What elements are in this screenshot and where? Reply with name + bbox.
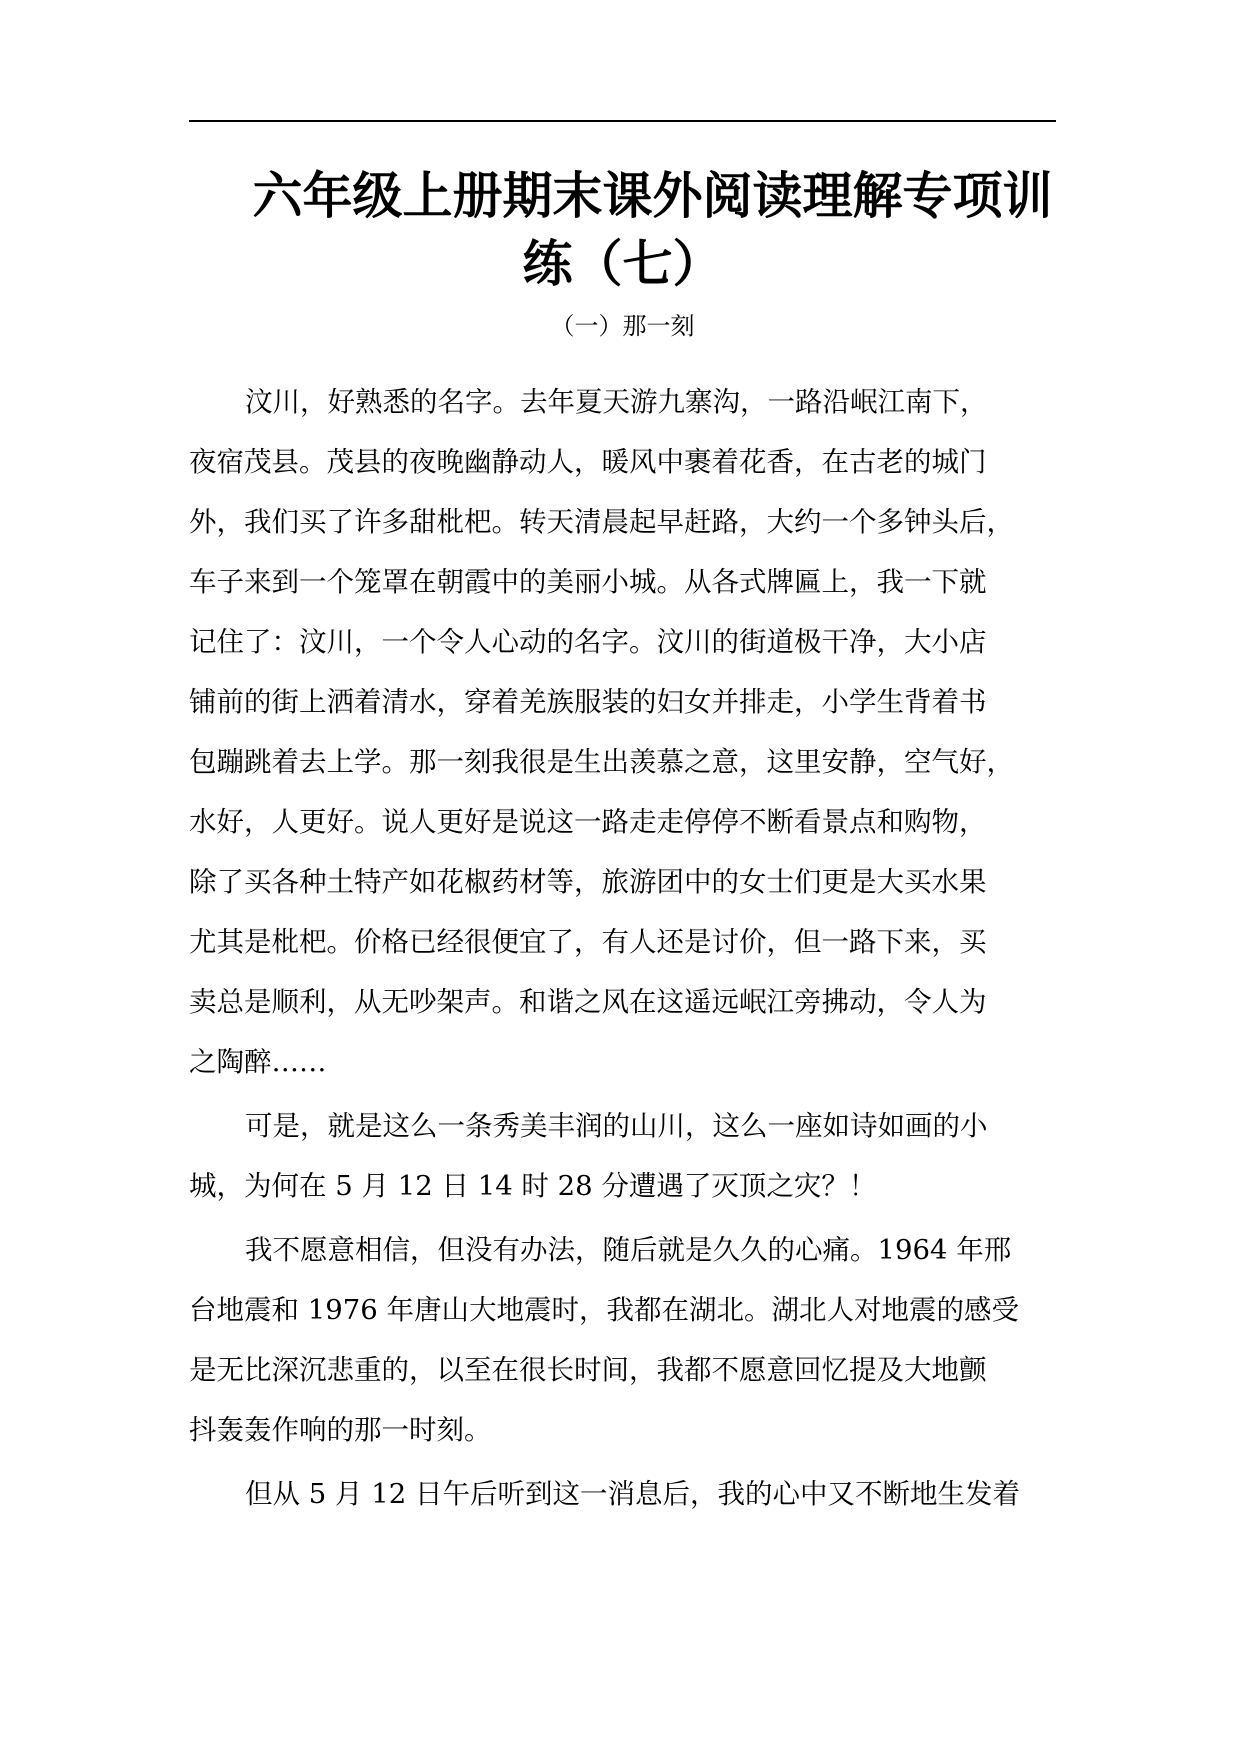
paragraph-line: 除了买各种土特产如花椒药材等，旅游团中的女士们更是大买水果 (189, 866, 987, 898)
article-body (189, 372, 1059, 1528)
paragraph-line: 铺前的街上洒着清水，穿着羌族服装的妇女并排走，小学生背着书 (189, 686, 987, 718)
paragraph-line: 可是，就是这么一条秀美丰润的山川，这么一座如诗如画的小 (245, 1110, 988, 1142)
header-rule (189, 120, 1056, 122)
paragraph-line: 但从 5 月 12 日午后听到这一消息后，我的心中又不断地生发着 (245, 1478, 1020, 1510)
paragraph-line: 车子来到一个笼罩在朝霞中的美丽小城。从各式牌匾上，我一下就 (189, 566, 987, 598)
section-subtitle: （一）那一刻 (550, 312, 695, 340)
paragraph-line: 我不愿意相信，但没有办法，随后就是久久的心痛。1964 年邢 (245, 1234, 1012, 1266)
paragraph (189, 1096, 1059, 1216)
paragraph-line: 抖轰轰作响的那一时刻。 (189, 1414, 492, 1446)
paragraph-line: 之陶醉…… (189, 1046, 327, 1078)
page-title (189, 162, 1056, 298)
paragraph-line: 卖总是顺利，从无吵架声。和谐之风在这遥远岷江旁拂动，令人为 (189, 986, 987, 1018)
paragraph-line: 外，我们买了许多甜枇杷。转天清晨起早赶路，大约一个多钟头后， (189, 506, 1014, 538)
paragraph-line: 是无比深沉悲重的，以至在很长时间，我都不愿意回忆提及大地颤 (189, 1354, 987, 1386)
paragraph-line: 城，为何在 5 月 12 日 14 时 28 分遭遇了灭顶之灾？！ (189, 1170, 877, 1202)
title-line-2: 练（七） (522, 235, 723, 293)
title-line-1: 六年级上册期末课外阅读理解专项训 (252, 167, 1053, 225)
paragraph-line: 夜宿茂县。茂县的夜晚幽静动人，暖风中裹着花香，在古老的城门 (189, 446, 987, 478)
paragraph-line: 记住了：汶川，一个令人心动的名字。汶川的街道极干净，大小店 (189, 626, 987, 658)
paragraph (189, 1464, 1059, 1524)
paragraph-line: 汶川，好熟悉的名字。去年夏天游九寨沟，一路沿岷江南下， (245, 386, 988, 418)
paragraph (189, 372, 1059, 1092)
paragraph (189, 1220, 1059, 1460)
paragraph-line: 水好，人更好。说人更好是说这一路走走停停不断看景点和购物， (189, 806, 987, 838)
paragraph-line: 台地震和 1976 年唐山大地震时，我都在湖北。湖北人对地震的感受 (189, 1294, 1019, 1326)
paragraph-line: 尤其是枇杷。价格已经很便宜了，有人还是讨价，但一路下来，买 (189, 926, 987, 958)
paragraph-line: 包蹦跳着去上学。那一刻我很是生出羡慕之意，这里安静，空气好， (189, 746, 1014, 778)
